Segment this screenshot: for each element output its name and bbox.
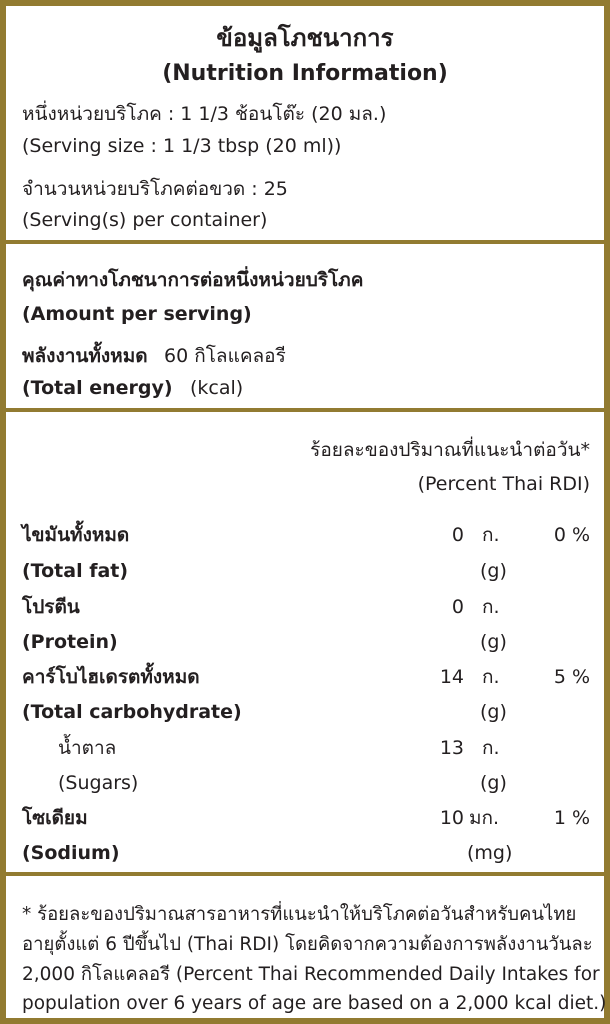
total-energy-unit: (kcal): [190, 377, 244, 399]
nutrient-unit-thai: ก.: [482, 524, 500, 546]
title-thai: ข้อมูลโภชนาการ: [216, 24, 394, 52]
divider: [6, 408, 604, 412]
nutrient-unit-thai: ก.: [482, 666, 500, 688]
rdi-header-english: (Percent Thai RDI): [417, 473, 590, 495]
nutrient-name-thai: โปรตีน: [22, 596, 80, 618]
nutrient-name-english: (Protein): [22, 631, 118, 653]
nutrient-name-english: (Total fat): [22, 560, 129, 582]
nutrient-amount: 10: [439, 807, 464, 829]
nutrient-name-thai: คาร์โบไฮเดรตทั้งหมด: [22, 666, 200, 688]
nutrient-rdi: 5 %: [553, 666, 590, 688]
nutrient-name-thai: โซเดียม: [22, 807, 88, 829]
divider: [6, 872, 604, 876]
title-english: (Nutrition Information): [162, 61, 448, 86]
nutrient-rdi: 1 %: [553, 807, 590, 829]
serving-size-english: (Serving size : 1 1/3 tbsp (20 ml)): [22, 135, 342, 157]
nutrient-unit-thai: ก.: [482, 737, 500, 759]
nutrient-unit-english: (g): [480, 631, 507, 653]
total-energy-label-thai: พลังงานทั้งหมด: [22, 345, 148, 367]
amount-per-serving-english: (Amount per serving): [22, 303, 252, 325]
nutrient-name-thai: น้ำตาล: [58, 737, 117, 759]
nutrient-name-english: (Total carbohydrate): [22, 701, 242, 723]
nutrient-name-english: (Sodium): [22, 842, 120, 864]
nutrient-name-thai: ไขมันทั้งหมด: [22, 524, 130, 546]
nutrient-unit-thai: ก.: [482, 596, 500, 618]
footnote-line: * ร้อยละของปริมาณสารอาหารที่แนะนำให้บริโภคต่อวันสำหรับคนไทย: [22, 904, 577, 925]
nutrient-amount: 0: [451, 524, 464, 546]
footnote-line: 2,000 กิโลแคลอรี (Percent Thai Recommended Daily Intakes for: [22, 964, 600, 985]
serving-size-thai: หนึ่งหน่วยบริโภค : 1 1/3 ช้อนโต๊ะ (20 มล.): [22, 103, 387, 125]
total-energy-value: 60 กิโลแคลอรี: [164, 345, 286, 367]
nutrient-rdi: 0 %: [553, 524, 590, 546]
nutrient-unit-english: (g): [480, 560, 507, 582]
servings-per-container-thai: จำนวนหน่วยบริโภคต่อขวด : 25: [22, 178, 288, 200]
nutrient-unit-english: (mg): [467, 842, 513, 864]
footnote-line: population over 6 years of age are based on a 2,000 kcal diet.): [22, 993, 607, 1014]
servings-per-container-english: (Serving(s) per container): [22, 209, 268, 231]
divider: [6, 240, 604, 244]
footnote-line: อายุตั้งแต่ 6 ปีขึ้นไป (Thai RDI) โดยคิดจากความต้องการพลังงานวันละ: [22, 934, 593, 955]
nutrient-amount: 0: [451, 596, 464, 618]
nutrient-unit-english: (g): [480, 772, 507, 794]
rdi-header-thai: ร้อยละของปริมาณที่แนะนำต่อวัน*: [310, 439, 590, 461]
total-energy-label-english: (Total energy): [22, 377, 173, 399]
nutrient-amount: 13: [439, 737, 464, 759]
nutrient-amount: 14: [439, 666, 464, 688]
nutrient-name-english: (Sugars): [58, 772, 139, 794]
nutrient-unit-thai: มก.: [469, 807, 500, 829]
nutrient-unit-english: (g): [480, 701, 507, 723]
amount-per-serving-thai: คุณค่าทางโภชนาการต่อหนึ่งหน่วยบริโภค: [22, 269, 364, 291]
